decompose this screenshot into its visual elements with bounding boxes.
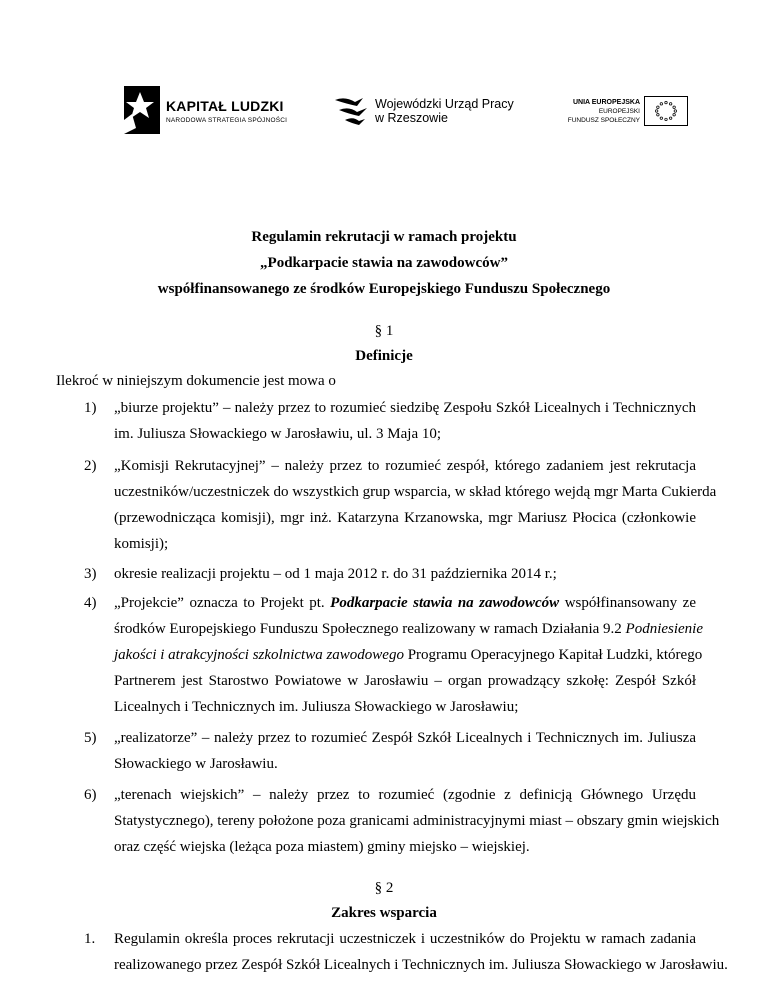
scope-1-number: 1.: [84, 931, 96, 947]
definition-4-line-3: [114, 647, 703, 664]
wup-line-2: w Rzeszowie: [375, 111, 448, 125]
definition-5-number: 5): [84, 730, 97, 746]
wup-line-1: Wojewódzki Urząd Pracy: [375, 97, 514, 111]
section-1-heading: Definicje: [355, 348, 413, 364]
eu-flag-icon: [644, 96, 688, 126]
definition-4-line-2-a: środków Europejskiego Funduszu Społecznego realizowany w ramach Działania 9.2: [114, 621, 622, 637]
definition-6-line-3: oraz część wiejska (leżąca poza miastem) gminy miejsko – wiejskiej.: [114, 839, 530, 855]
definition-1-line-1: „biurze projektu” – należy przez to rozumieć siedzibę Zespołu Szkół Licealnych i Technicznych: [114, 400, 696, 416]
definition-2-line-2: uczestników/uczestniczek do wszystkich grup wsparcia, w skład którego wejdą mgr Marta Cukierda: [114, 484, 717, 500]
definition-4-line-1-c: współfinansowany ze: [564, 595, 696, 611]
definition-4-line-2: [114, 621, 704, 638]
eu-line-3: FUNDUSZ SPOŁECZNY: [567, 117, 640, 124]
definition-4-line-3-b: Programu Operacyjnego Kapitał Ludzki, którego: [407, 647, 703, 663]
section-2-sign: § 2: [374, 880, 394, 896]
wup-birds-icon: [333, 92, 371, 128]
definition-5-line-1: „realizatorze” – należy przez to rozumieć Zespół Szkół Licealnych i Technicznych im. Juliusza: [114, 730, 696, 746]
wup-logo: [333, 92, 513, 138]
definition-4-project-name: Podkarpacie stawia na zawodowców: [330, 595, 560, 611]
definition-4-line-5: Licealnych i Technicznych im. Juliusza Słowackiego w Jarosławiu;: [114, 699, 519, 715]
definition-4-line-1-a: „Projekcie” oznacza to Projekt pt.: [114, 595, 325, 611]
doc-title-line-1: Regulamin rekrutacji w ramach projektu: [251, 229, 517, 245]
definition-4-line-4: Partnerem jest Starostwo Powiatowe w Jarosławiu – organ prowadzący szkołę: Zespół Szkół: [114, 673, 696, 689]
kapital-ludzki-subtitle: NARODOWA STRATEGIA SPÓJNOŚCI: [166, 117, 288, 124]
eu-line-1: UNIA EUROPEJSKA: [572, 99, 640, 106]
section-1-intro: Ilekroć w niniejszym dokumencie jest mowa o: [56, 373, 336, 389]
logo-bar: [0, 84, 768, 144]
definition-3-number: 3): [84, 566, 97, 582]
definition-4-line-3-a: jakości i atrakcyjności szkolnictwa zawodowego: [114, 647, 404, 663]
kapital-ludzki-icon: [120, 84, 162, 136]
definition-2-line-1: „Komisji Rekrutacyjnej” – należy przez to rozumieć zespół, którego zadaniem jest rekrutacja: [114, 458, 696, 474]
section-2-heading: Zakres wsparcia: [331, 905, 437, 921]
definition-5-line-2: Słowackiego w Jarosławiu.: [114, 756, 278, 772]
definition-2-number: 2): [84, 458, 97, 474]
definition-4-line-1: [114, 595, 696, 612]
definition-3-line-1: okresie realizacji projektu – od 1 maja 2012 r. do 31 października 2014 r.;: [114, 566, 557, 582]
definition-1-line-2: im. Juliusza Słowackiego w Jarosławiu, ul. 3 Maja 10;: [114, 426, 442, 442]
doc-title-line-3: współfinansowanego ze środków Europejskiego Funduszu Społecznego: [157, 281, 611, 297]
section-1-sign: § 1: [374, 323, 394, 339]
eu-logo: [560, 96, 690, 136]
kapital-ludzki-title: KAPITAŁ LUDZKI: [166, 98, 284, 114]
definition-4-number: 4): [84, 595, 97, 611]
eu-text: [568, 98, 640, 125]
definition-2-line-3: (przewodnicząca komisji), mgr inż. Katarzyna Krzanowska, mgr Mariusz Płocica (członkowie: [114, 510, 696, 526]
eu-line-2: EUROPEJSKI: [598, 108, 640, 115]
definition-2-line-4: komisji);: [114, 536, 169, 552]
scope-1-line-1: Regulamin określa proces rekrutacji uczestniczek i uczestników do Projektu w ramach zadania: [114, 931, 696, 947]
definition-4-line-2-b: Podniesienie: [625, 621, 704, 637]
scope-1-line-2: realizowanego przez Zespół Szkół Licealnych i Technicznych im. Juliusza Słowackiego w Jarosławiu.: [114, 957, 728, 973]
kapital-ludzki-logo: [120, 84, 300, 142]
definition-6-number: 6): [84, 787, 97, 803]
wup-text: [375, 97, 514, 125]
definition-1-number: 1): [84, 400, 97, 416]
definition-6-line-2: Statystycznego), tereny położone poza granicami administracyjnymi miast – obszary gmin wiejskich: [114, 813, 720, 829]
definition-6-line-1: „terenach wiejskich” – należy przez to rozumieć (zgodnie z definicją Głównego Urzędu: [114, 787, 696, 803]
doc-title-line-2: „Podkarpacie stawia na zawodowców”: [260, 255, 508, 271]
